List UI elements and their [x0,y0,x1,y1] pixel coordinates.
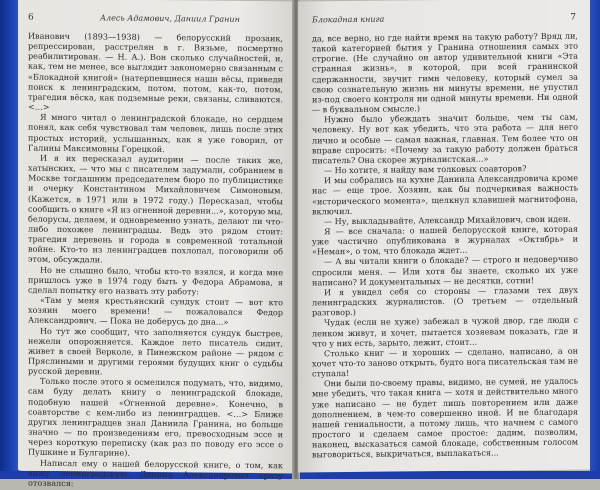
left-page-number: 6 [28,12,34,23]
paragraph: Нужно было убеждать значит больше, чем ты сам, человеку. Ну вот как убедить, что эта работа — для него лично и особые — самая важная, главная. Тем более что он вправе спросить: «Почему за такую работу должен браться писатель? Она скорее журналистская...» [312,111,578,166]
paragraph: Только после этого я осмелился подумать, что, видимо, сам буду делать книгу о ленинградской блокаде, подобную нашей «Огненной деревне». Конечно, в соавторстве с кем-либо из ленинградцев. <…> Ближе других ленинградцев знал Даниила Гранина, но больше значно — по произведениям его, превосходным эссе и через короткую переписку (как раз по поводу его эссе о Пушкине и Булгарине). [28,376,283,459]
left-running-head: Алесь Адамович, Даниил Гранин [100,13,240,24]
paragraph: — А вы читали книги о блокаде? — строго и недоверчиво спросили меня. — Или хотя бы знаете, сколько их уже написано? И документальных — не десятки, сотни! [312,254,578,288]
paragraph: «Там у меня крестьянский сундук стоит — вот кто хозяин моего времени! — пожаловался Федор Александрович. — Пока не доберусь до дна...» [28,294,283,328]
paragraph: Но не слышно было, чтобы кто-то взялся, и когда мне пришлось уже в 1974 году быть у Федора Абрамова, я сделал попытку его назвать эту работу: [28,264,283,297]
paragraph: Они были по-своему правы, видимо, не сумей, не удалось мне убедить, что такая книга — хотя и действительно много уже написано — не будет лишь повторением или даже дополнением, в чем-то совершенно иной. И не благодаря нашей гениальности, а потому лишь, что начнем с самого простого и сделаем самое простое: дадим, позволим, наконец, высказаться самой блокаде, собственным голосом выговориться, выкричаться, выплакаться... [312,375,578,460]
paragraph: Столько книг — и хороших — сделано, написано, а он хочет что-то заново открыть, будто нога писательская там не ступала! [312,345,578,379]
book-cover-right-edge [590,0,600,479]
paragraph: Но тут же сообщит, что заполняется сундук быстрее, нежели опорожняется. Каждое лето писатель сидит, живет в своей Верколе, в Пинежском районе — рядом с Пряслиными и другими героями будущих книг о судьбы русской деревни. [28,325,283,377]
right-page-text [312,31,578,460]
paragraph: И мы собрались на кухне Даниила Александровича кроме нас — еще трое. Хозяин, как бы подчеркивая важность «исторического момента», щелкнул клавишей магнитофона, включил. [312,172,578,217]
right-running-head: Блокадная книга [312,14,385,25]
paragraph: да, все верно, но где найти время на такую работу? Вряд ли, такой категорией бытия у Гранина отношения самых это строгие. (Не случайно он автор удивительной книги «Эта странная жизнь», в которой, при всей гранинской сдержанности, звучит гимн человеку, который сумел за свою сознательную жизнь ни минуты времени, не упустил из-под своего контроля ни одной минуты времени. Ни одной — в буквальном смысле.) [312,30,578,115]
paragraph: И я их пересказал аудитории — после таких же, хатынских, — что мы с писателем задумали, собранием в Москве тогдашним председателем бюро по публицистике и очерку Константином Михайловичем Симоновым. (Кажется, в 1971 или в 1972 году.) Пересказал, чтобы сообщить о книге «Я из огненной деревни...», которую мы, белорусы, делаем, и одновременно узнать, делают ли что-либо похожее ленинградцы. Ведь это рядом стоит: трагедия деревень и города в современной тотальной войне. Кто-то из ленинградцев похлопал, поговорили об этом, обсуждали. [28,152,283,265]
paragraph: — Но хотите, я найду вам толковых соавторов? [324,163,527,176]
left-page-text [28,31,283,490]
paragraph: Я много читал о ленинградской блокаде, но сердцем понял, как себя чувствовал там человек, лишь после этих простых историй, услышанных, как я уже говорил, от Галины Максимовны Горецкой. [28,112,283,154]
right-page-number: 7 [570,12,576,23]
paragraph: — Ну, выкладывайте, Александр Михайлович, свои идеи. [324,213,571,227]
paragraph: И я увидел себя со стороны — глазами тех двух ленинградских журналистов. (О третьем — отдельный разговор.) [312,284,578,318]
paragraph: Я — все сначала: о нашей белорусской книге, которая уже частично опубликована в журналах «Октябрь» и «Неман», о том, что блокада ждет... [312,223,578,257]
paragraph: Иванович (1893—1938) — белорусский прозаик, репрессирован, расстрелян в г. Вязьме, посмертно реабилитирован. — Н. А.). Вон сколько случайностей, и, как, тем не менее, все выглядит закономерно связанным с «Блокадной книгой» (натерпевшиеся наши вёсы, приведи поиск к ленинградским, потом, потом, как-то, потом, трагедия вёска, как подземные реки, связаны, сливаются. <…> [28,30,283,112]
paragraph: Написал ему о нашей белорусской книге, о том, как вижу ленинградскую. Даниил Александрович сразу отозвался: [28,457,283,489]
paragraph: Чудак (если не хуже) забежал в чужой двор, где люди с ленком живут, и хочет, пытается хозяевам показать, где и что у них есть, зарыто, лежит, стоит... [312,314,578,349]
right-page [298,0,590,473]
left-page [18,0,295,489]
